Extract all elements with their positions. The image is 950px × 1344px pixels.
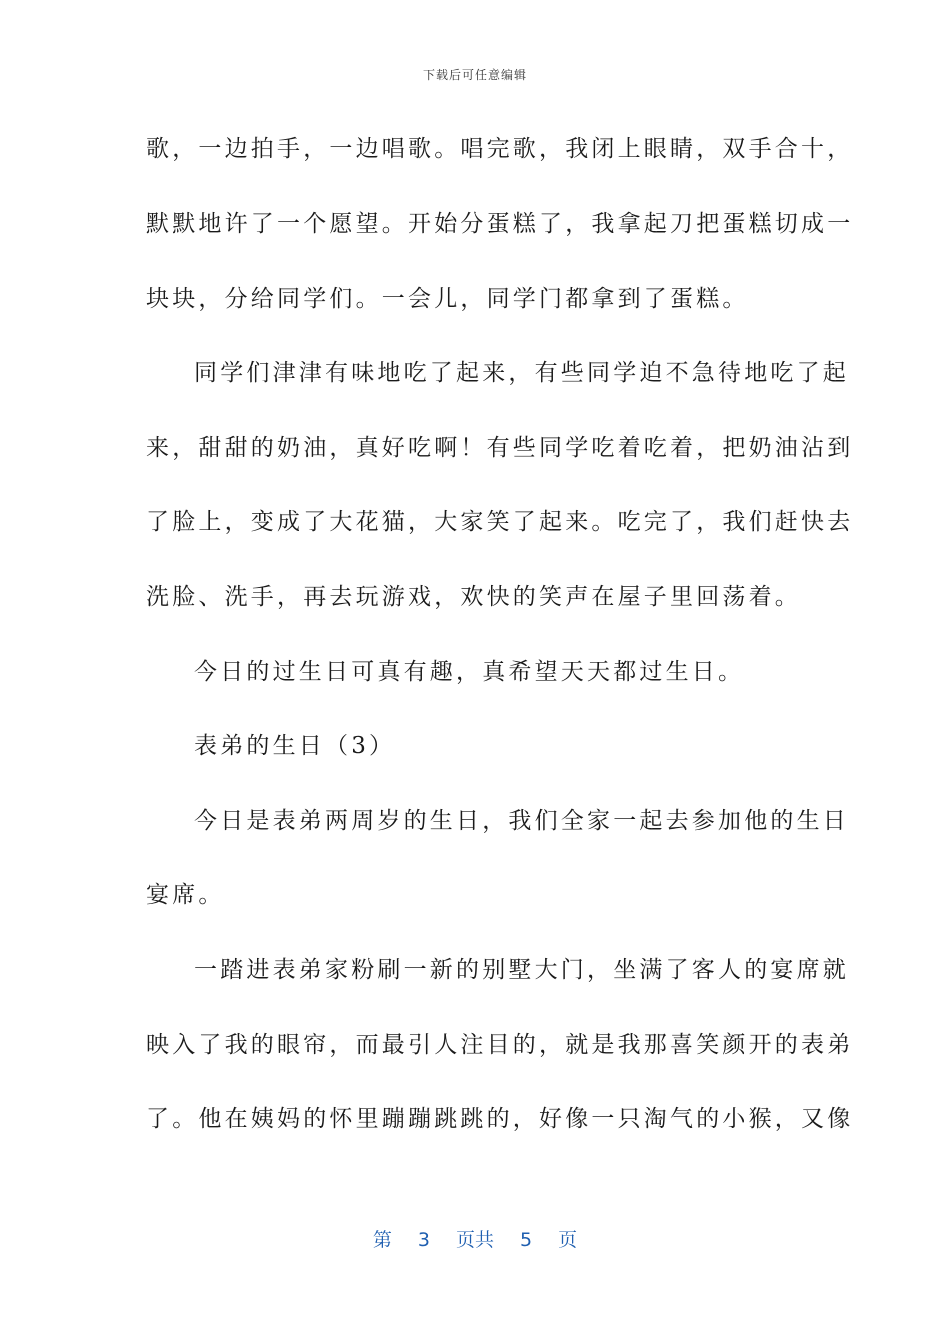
footer-middle: 页共 — [455, 1229, 494, 1251]
text-line: 了脸上，变成了大花猫，大家笑了起来。吃完了，我们赶快去 — [146, 509, 854, 535]
text-line: 了。他在姨妈的怀里蹦蹦跳跳的，好像一只淘气的小猴，又像 — [146, 1106, 854, 1132]
text-line: 歌，一边拍手，一边唱歌。唱完歌，我闭上眼睛，双手合十， — [146, 136, 854, 162]
footer-suffix: 页 — [558, 1229, 578, 1251]
text-line: 同学们津津有味地吃了起来，有些同学迫不急待地吃了起 — [194, 360, 849, 386]
current-page-number: 3 — [417, 1229, 430, 1251]
header-note: 下载后可任意编辑 — [422, 68, 527, 82]
footer-prefix: 第 — [372, 1229, 392, 1251]
text-line: 默默地许了一个愿望。开始分蛋糕了，我拿起刀把蛋糕切成一 — [146, 211, 854, 237]
text-line: 今日是表弟两周岁的生日，我们全家一起去参加他的生日 — [194, 808, 849, 834]
text-line: 今日的过生日可真有趣，真希望天天都过生日。 — [194, 659, 745, 685]
text-line: 映入了我的眼帘，而最引人注目的，就是我那喜笑颜开的表弟 — [146, 1032, 854, 1058]
text-line: 块块，分给同学们。一会儿，同学门都拿到了蛋糕。 — [146, 286, 749, 312]
text-line: 宴席。 — [146, 882, 225, 908]
text-line: 洗脸、洗手，再去玩游戏，欢快的笑声在屋子里回荡着。 — [146, 584, 801, 610]
total-pages-number: 5 — [520, 1229, 533, 1251]
text-line: 来，甜甜的奶油，真好吃啊！有些同学吃着吃着，把奶油沾到 — [146, 435, 854, 461]
page-footer — [0, 1225, 950, 1252]
text-line: 一踏进表弟家粉刷一新的别墅大门，坐满了客人的宴席就 — [194, 957, 849, 983]
section-heading: 表弟的生日（3） — [194, 733, 396, 759]
